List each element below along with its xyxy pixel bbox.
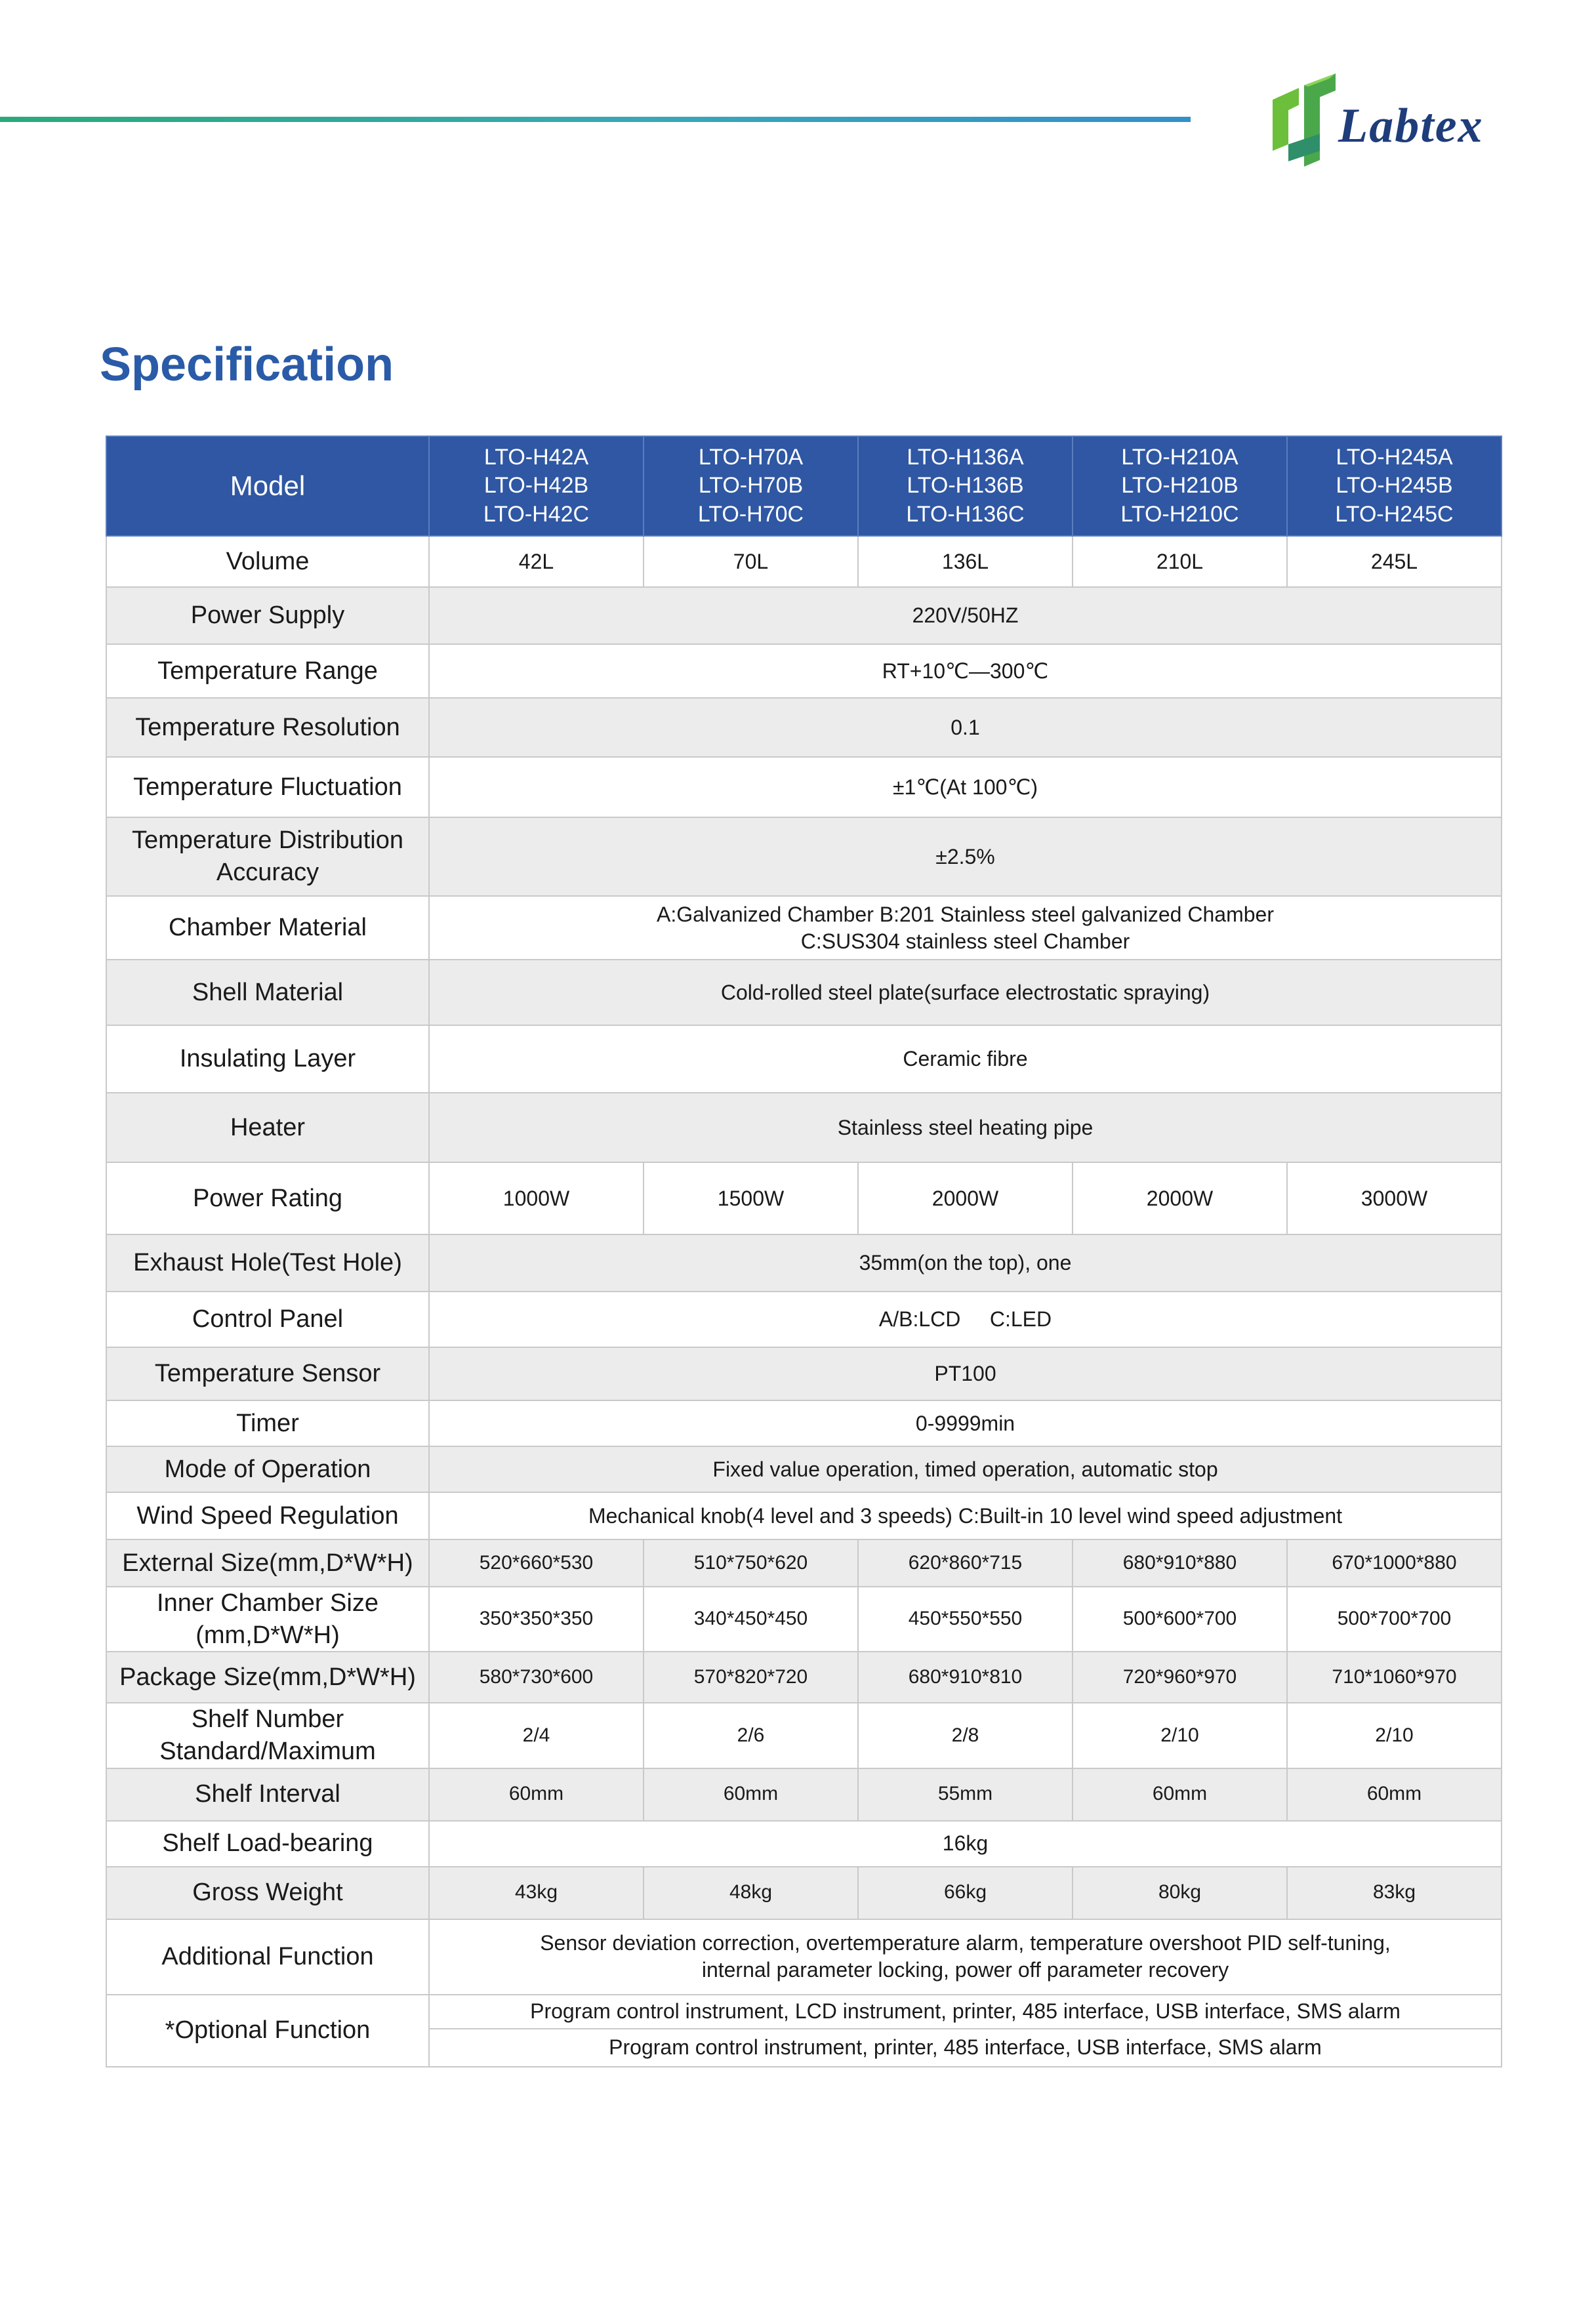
row-volume (106, 536, 1502, 587)
cell-value: 2/10 (1073, 1703, 1287, 1768)
cell-value: 42L (429, 536, 644, 587)
cell-value: Cold-rolled steel plate(surface electrostatic spraying) (429, 960, 1502, 1025)
cell-value: 60mm (644, 1768, 858, 1821)
row-gross-weight (106, 1867, 1502, 1919)
cell-value: 500*600*700 (1073, 1587, 1287, 1652)
row-temperature-fluctuation (106, 757, 1502, 817)
specification-table (106, 436, 1502, 2067)
row-shelf-interval (106, 1768, 1502, 1821)
row-insulating-layer (106, 1025, 1502, 1093)
label-line: Shelf Number (191, 1705, 344, 1734)
cell-value: 1500W (644, 1162, 858, 1234)
cell-value: 2000W (1073, 1162, 1287, 1234)
row-temperature-range (106, 644, 1502, 698)
row-package-size (106, 1652, 1502, 1703)
row-label: Shelf Load-bearing (106, 1821, 429, 1867)
row-shelf-number (106, 1703, 1502, 1768)
header-rule (0, 117, 1191, 122)
row-temperature-resolution (106, 698, 1502, 757)
row-label (106, 817, 429, 896)
label-line: Accuracy (216, 859, 319, 886)
model-name: LTO-H136C (906, 501, 1025, 527)
cell-value: 16kg (429, 1821, 1502, 1867)
cell-value: Mechanical knob(4 level and 3 speeds) C:Built-in 10 level wind speed adjustment (429, 1492, 1502, 1539)
row-optional-function (106, 1995, 1502, 2029)
cell-value: 245L (1287, 536, 1502, 587)
cell-value: 35mm(on the top), one (429, 1234, 1502, 1292)
cell-value: 136L (858, 536, 1073, 587)
row-label: Additional Function (106, 1919, 429, 1995)
row-shell-material (106, 960, 1502, 1025)
row-label: Volume (106, 536, 429, 587)
row-label: *Optional Function (106, 1995, 429, 2067)
cell-value: 70L (644, 536, 858, 587)
cell-value: 580*730*600 (429, 1652, 644, 1703)
row-label: Insulating Layer (106, 1025, 429, 1093)
label-line: (mm,D*W*H) (195, 1621, 340, 1649)
row-label: Timer (106, 1400, 429, 1446)
cell-value: 520*660*530 (429, 1539, 644, 1587)
value-line: C:SUS304 stainless steel Chamber (800, 929, 1130, 953)
model-column-4 (1073, 436, 1287, 536)
cell-value: 620*860*715 (858, 1539, 1073, 1587)
row-timer (106, 1400, 1502, 1446)
cell-value: ±1℃(At 100℃) (429, 757, 1502, 817)
cell-value: RT+10℃—300℃ (429, 644, 1502, 698)
model-column-5 (1287, 436, 1502, 536)
cell-value: 48kg (644, 1867, 858, 1919)
row-inner-chamber-size (106, 1587, 1502, 1652)
row-label: Heater (106, 1093, 429, 1162)
row-label: Power Rating (106, 1162, 429, 1234)
model-name: LTO-H70C (697, 501, 804, 527)
labtex-logo (1265, 73, 1521, 172)
model-name: LTO-H70A (698, 444, 804, 470)
model-name: LTO-H210A (1121, 444, 1238, 470)
cell-value: Program control instrument, printer, 485 interface, USB interface, SMS alarm (429, 2029, 1502, 2067)
row-label (106, 1703, 429, 1768)
cell-value: 2/8 (858, 1703, 1073, 1768)
model-column-2 (644, 436, 858, 536)
model-name: LTO-H42C (483, 501, 590, 527)
cell-value: 680*910*880 (1073, 1539, 1287, 1587)
row-label: External Size(mm,D*W*H) (106, 1539, 429, 1587)
cell-value: 450*550*550 (858, 1587, 1073, 1652)
cell-value: 680*910*810 (858, 1652, 1073, 1703)
label-line: Standard/Maximum (159, 1737, 376, 1765)
row-label: Temperature Sensor (106, 1347, 429, 1400)
label-line: Inner Chamber Size (157, 1589, 379, 1617)
cell-value: A/B:LCD C:LED (429, 1292, 1502, 1347)
cell-value: 80kg (1073, 1867, 1287, 1919)
row-label: Gross Weight (106, 1867, 429, 1919)
row-label: Shell Material (106, 960, 429, 1025)
cell-value: 210L (1073, 536, 1287, 587)
row-shelf-load-bearing (106, 1821, 1502, 1867)
model-name: LTO-H245B (1336, 473, 1453, 499)
model-name: LTO-H70B (698, 473, 804, 499)
cell-value: 2/6 (644, 1703, 858, 1768)
row-temperature-sensor (106, 1347, 1502, 1400)
cell-value: PT100 (429, 1347, 1502, 1400)
row-label (106, 1587, 429, 1652)
cell-value: 350*350*350 (429, 1587, 644, 1652)
cell-value: 55mm (858, 1768, 1073, 1821)
row-label: Temperature Fluctuation (106, 757, 429, 817)
row-label: Control Panel (106, 1292, 429, 1347)
row-control-panel (106, 1292, 1502, 1347)
model-name: LTO-H245A (1336, 444, 1453, 470)
model-name: LTO-H42A (483, 444, 589, 470)
model-name: LTO-H136B (907, 473, 1024, 499)
row-power-rating (106, 1162, 1502, 1234)
cell-value: 720*960*970 (1073, 1652, 1287, 1703)
value-line: A:Galvanized Chamber B:201 Stainless steel galvanized Chamber (657, 902, 1274, 926)
value-line: internal parameter locking, power off parameter recovery (701, 1958, 1229, 1982)
cell-value: 0-9999min (429, 1400, 1502, 1446)
cell-value: 220V/50HZ (429, 587, 1502, 644)
cell-value: 670*1000*880 (1287, 1539, 1502, 1587)
cell-value: 2000W (858, 1162, 1073, 1234)
label-line: Temperature Distribution (132, 826, 403, 855)
cell-value: 340*450*450 (644, 1587, 858, 1652)
model-name: LTO-H42B (483, 473, 589, 499)
cell-value: 60mm (1287, 1768, 1502, 1821)
row-label: Temperature Resolution (106, 698, 429, 757)
cell-value: 3000W (1287, 1162, 1502, 1234)
cell-value: 43kg (429, 1867, 644, 1919)
row-power-supply (106, 587, 1502, 644)
row-label: Shelf Interval (106, 1768, 429, 1821)
cell-value: Ceramic fibre (429, 1025, 1502, 1093)
row-label: Temperature Range (106, 644, 429, 698)
value-line: Sensor deviation correction, overtemperature alarm, temperature overshoot PID self-tuning, (540, 1931, 1391, 1955)
cell-value: 0.1 (429, 698, 1502, 757)
model-name: LTO-H136A (907, 444, 1024, 470)
model-name: LTO-H210C (1120, 501, 1239, 527)
cell-value: 60mm (429, 1768, 644, 1821)
cell-value: 500*700*700 (1287, 1587, 1502, 1652)
row-exhaust-hole (106, 1234, 1502, 1292)
row-temperature-distribution (106, 817, 1502, 896)
cell-value: 2/4 (429, 1703, 644, 1768)
cell-value: 83kg (1287, 1867, 1502, 1919)
cell-value (429, 896, 1502, 960)
cell-value: Fixed value operation, timed operation, automatic stop (429, 1446, 1502, 1492)
cell-value: 60mm (1073, 1768, 1287, 1821)
table-header-row (106, 436, 1502, 536)
row-label: Power Supply (106, 587, 429, 644)
cell-value: ±2.5% (429, 817, 1502, 896)
cell-value: 510*750*620 (644, 1539, 858, 1587)
row-label: Wind Speed Regulation (106, 1492, 429, 1539)
logo-wordmark: Labtex (1338, 99, 1484, 153)
model-column-3 (858, 436, 1073, 536)
row-label: Package Size(mm,D*W*H) (106, 1652, 429, 1703)
cell-value: 570*820*720 (644, 1652, 858, 1703)
row-external-size (106, 1539, 1502, 1587)
row-label: Exhaust Hole(Test Hole) (106, 1234, 429, 1292)
model-header: Model (106, 436, 429, 536)
cell-value: Stainless steel heating pipe (429, 1093, 1502, 1162)
row-mode-of-operation (106, 1446, 1502, 1492)
row-wind-speed-regulation (106, 1492, 1502, 1539)
row-label: Chamber Material (106, 896, 429, 960)
cell-value: 710*1060*970 (1287, 1652, 1502, 1703)
page-title: Specification (100, 338, 394, 391)
cell-value: 66kg (858, 1867, 1073, 1919)
model-name: LTO-H245C (1335, 501, 1454, 527)
cell-value (429, 1919, 1502, 1995)
row-additional-function (106, 1919, 1502, 1995)
row-chamber-material (106, 896, 1502, 960)
row-heater (106, 1093, 1502, 1162)
cell-value: 1000W (429, 1162, 644, 1234)
cell-value: 2/10 (1287, 1703, 1502, 1768)
model-column-1 (429, 436, 644, 536)
model-name: LTO-H210B (1121, 473, 1238, 499)
cell-value: Program control instrument, LCD instrument, printer, 485 interface, USB interface, SMS alarm (429, 1995, 1502, 2029)
row-label: Mode of Operation (106, 1446, 429, 1492)
